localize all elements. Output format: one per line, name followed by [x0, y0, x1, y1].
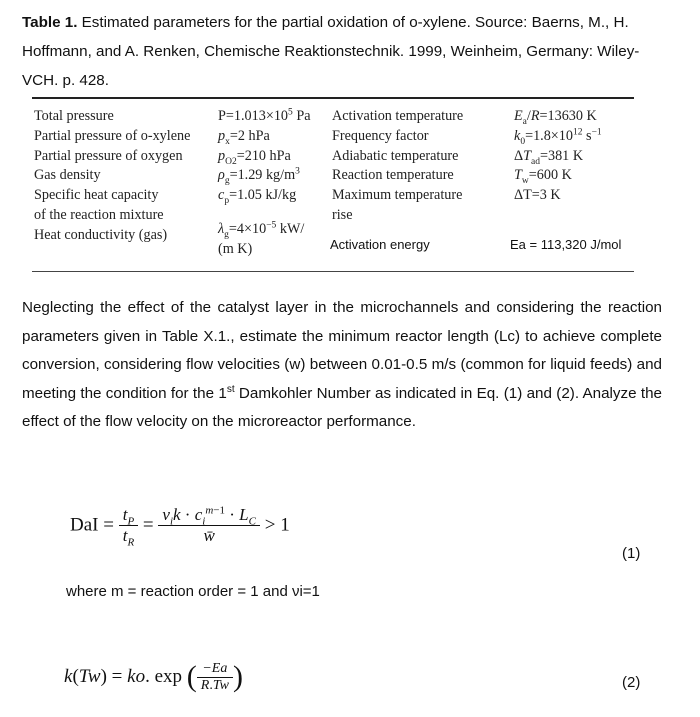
value-tw: $T_w=600$ K — [514, 167, 572, 186]
label-adiabatic-temp: Adiabatic temperature — [332, 148, 459, 164]
label-frequency-factor: Frequency factor — [332, 128, 429, 144]
table-bottom-rule — [32, 271, 634, 272]
equation-1-label: (1) — [622, 545, 641, 562]
label-max-temp-rise: Maximum temperature — [332, 187, 463, 203]
equation-2-label: (2) — [622, 674, 641, 691]
value-lambda-unit: (m K) — [218, 241, 253, 257]
label-specific-heat-cont: of the reaction mixture — [34, 207, 164, 223]
label-gas-density: Gas density — [34, 167, 101, 183]
label-reaction-temp: Reaction temperature — [332, 167, 454, 183]
value-ea: Ea = 113,320 J/mol — [510, 237, 622, 252]
equation-1: DaI = $\frac{t_P}{t_R}$ = $\frac{\nu_ik \cdot c_i^{m-1} \cdot L_C}{w̄}$ > 1 — [70, 504, 290, 549]
caption-label: Table 1. — [22, 14, 78, 31]
table-caption — [22, 8, 672, 95]
value-k0: $k_0=1.8\times 10^{12}$ $s^{-1}$ — [514, 127, 602, 147]
label-partial-pressure-oxygen: Partial pressure of oxygen — [34, 148, 183, 164]
table-top-rule — [32, 97, 634, 99]
value-dt: ΔT=3 K — [514, 187, 561, 203]
label-heat-conductivity: Heat conductivity (gas) — [34, 227, 168, 243]
value-px: $p_x=2$ hPa — [218, 128, 270, 147]
label-max-temp-rise-cont: rise — [332, 207, 353, 223]
value-lambda: $\lambda_g=4\times 10^{-5}$ kW/ — [218, 220, 305, 240]
value-density: $\rho_g=1.29$ $kg/m^3$ — [218, 166, 300, 186]
problem-statement: Neglecting the effect of the catalyst layer in the microchannels and considering the reaction parameters given in Table X.1., estimate the minimum reactor length (Lc) to achieve complete conversion, considering flow velocities (w) between 0.01-0.5 m/s (common for liquid feeds) and meeting the condition for the 1st Damkohler Number as indicated in Eq. (1) and (2). Analyze the effect of the flow velocity on the microreactor performance. — [22, 299, 662, 430]
value-dtad: $\Delta T_{ad}=381$ K — [514, 148, 584, 167]
value-total-pressure: $P=1.013\times 10^5$ Pa — [218, 107, 311, 124]
value-cp: $c_p=1.05$ kJ/kg — [218, 187, 297, 206]
value-ea-r: $E_a/R=13630$ K — [514, 108, 597, 127]
equation-2: k(Tw) = ko. exp ( $\frac{-Ea}{R.Tw}$ ) — [64, 660, 243, 693]
caption-text: Estimated parameters for the partial oxidation of o-xylene. Source: Baerns, M., H. Hoffmann, and A. Renken, Chemische Reaktionstechnik. 1999, Weinheim, Germany: Wiley-VCH. p. 428. — [22, 14, 640, 89]
label-specific-heat: Specific heat capacity — [34, 187, 159, 203]
label-total-pressure: Total pressure — [34, 108, 114, 124]
label-activation-energy: Activation energy — [330, 237, 430, 252]
equation-note: where m = reaction order = 1 and νi=1 — [66, 583, 320, 600]
label-partial-pressure-xylene: Partial pressure of o-xylene — [34, 128, 191, 144]
value-po2: $p_{O2}=210$ hPa — [218, 148, 291, 167]
label-activation-temp: Activation temperature — [332, 108, 464, 124]
